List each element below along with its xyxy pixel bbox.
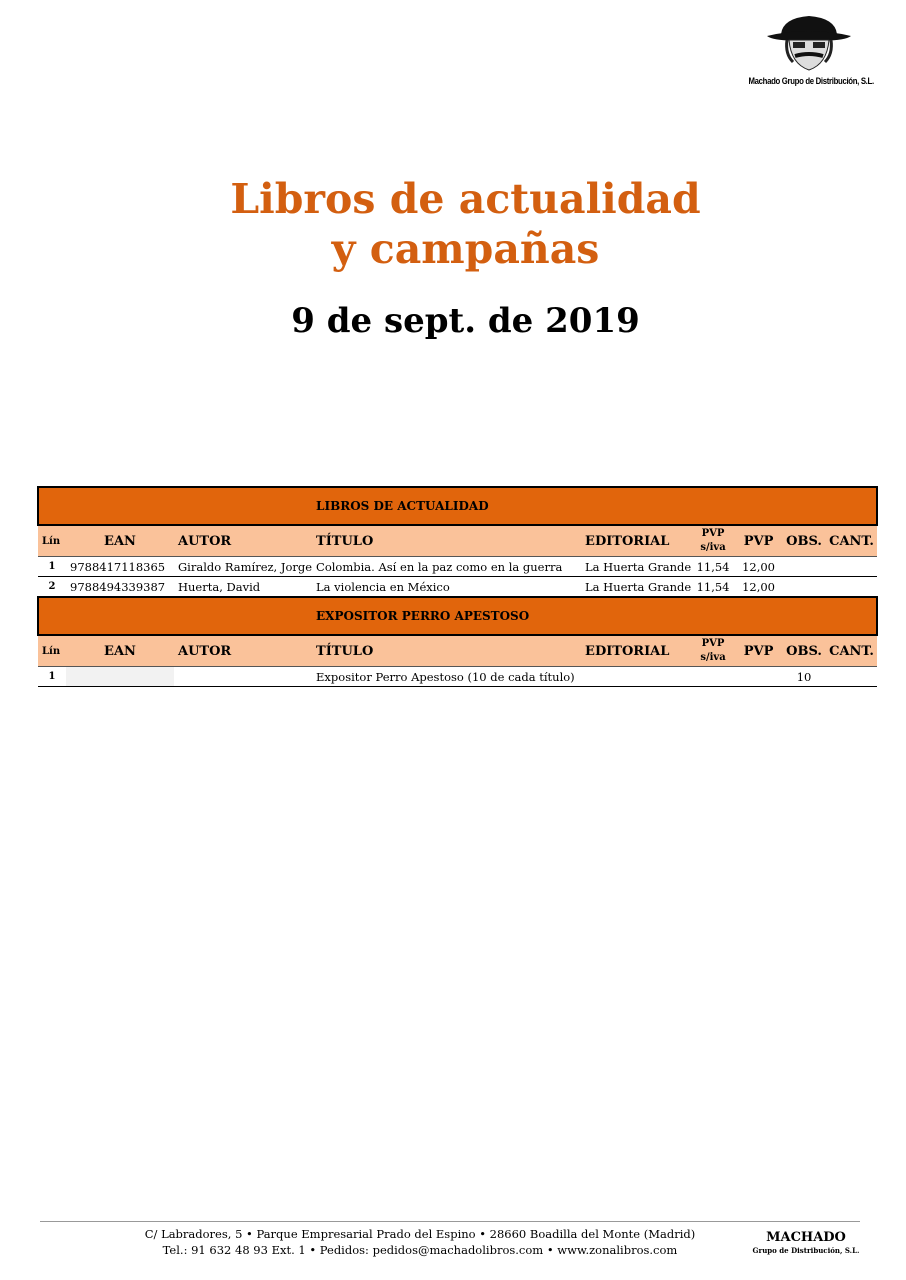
col-pvp: PVP [735,635,782,667]
cell-pvp-siva: 11,54 [691,557,735,577]
col-pvp-siva-line2: s/iva [700,542,726,553]
cell-lin: 1 [38,557,66,577]
col-pvp-siva [691,525,735,557]
footer-divider [40,1221,860,1222]
col-editorial: EDITORIAL [581,525,691,557]
footer-brand [748,1230,864,1256]
col-pvp-siva-line2: s/iva [700,652,726,663]
cell-obs: 10 [782,667,826,687]
col-obs: OBS. [782,635,826,667]
cell-obs [782,557,826,577]
col-autor: AUTOR [174,525,312,557]
section-header [38,487,877,525]
cell-editorial [581,667,691,687]
cell-pvp-siva: 11,54 [691,577,735,598]
footer-brand-name: MACHADO [766,1230,846,1245]
col-pvp: PVP [735,525,782,557]
table-row [38,577,877,598]
cell-editorial: La Huerta Grande [581,557,691,577]
cell-pvp-siva [691,667,735,687]
cell-obs [782,577,826,598]
col-editorial: EDITORIAL [581,635,691,667]
col-titulo: TÍTULO [312,525,581,557]
col-cant: CANT. [826,635,877,667]
cell-cant[interactable] [826,667,877,687]
section-header [38,597,877,635]
cell-titulo: Colombia. Así en la paz como en la guerra [312,557,581,577]
col-lin: Lín [38,635,66,667]
col-cant: CANT. [826,525,877,557]
catalog-table [37,486,878,687]
title-line-1: Libros de actualidad [230,175,701,223]
section-label: LIBROS DE ACTUALIDAD [312,487,877,525]
cell-autor [174,667,312,687]
footer-line-1: C/ Labradores, 5 • Parque Empresarial Prado del Espino • 28660 Boadilla del Monte (Madrid) [144,1227,696,1241]
cell-pvp: 12,00 [735,577,782,598]
column-header-row [38,525,877,557]
footer-line-2: Tel.: 91 632 48 93 Ext. 1 • Pedidos: pedidos@machadolibros.com • www.zonalibros.com [162,1243,678,1257]
cell-lin: 1 [38,667,66,687]
cell-ean [66,667,174,687]
cell-editorial: La Huerta Grande [581,577,691,598]
page-title [0,174,906,274]
cell-autor: Huerta, David [174,577,312,598]
table-row [38,557,877,577]
table-row [38,667,877,687]
col-ean: EAN [66,525,174,557]
cell-pvp [735,667,782,687]
cell-titulo: Expositor Perro Apestoso (10 de cada título) [312,667,581,687]
title-line-2: y campañas [331,225,600,273]
section-label: EXPOSITOR PERRO APESTOSO [312,597,877,635]
company-logo [735,12,885,96]
col-titulo: TÍTULO [312,635,581,667]
col-obs: OBS. [782,525,826,557]
col-lin: Lín [38,525,66,557]
col-autor: AUTOR [174,635,312,667]
col-pvp-siva-line1: PVP [701,638,725,649]
col-ean: EAN [66,635,174,667]
column-header-row [38,635,877,667]
cell-cant[interactable] [826,557,877,577]
cell-ean: 9788417118365 [66,557,174,577]
col-pvp-siva [691,635,735,667]
page-date: 9 de sept. de 2019 [291,301,640,341]
footer-brand-sub: Grupo de Distribución, S.L. [752,1246,860,1255]
cell-lin: 2 [38,577,66,598]
col-pvp-siva-line1: PVP [701,528,725,539]
cell-pvp: 12,00 [735,557,782,577]
cell-cant[interactable] [826,577,877,598]
logo-text: Machado Grupo de Distribución, S.L. [748,76,874,87]
cell-autor: Giraldo Ramírez, Jorge [174,557,312,577]
footer-address [80,1226,760,1258]
cell-ean: 9788494339387 [66,577,174,598]
hat-man-icon [763,12,855,74]
cell-titulo: La violencia en México [312,577,581,598]
